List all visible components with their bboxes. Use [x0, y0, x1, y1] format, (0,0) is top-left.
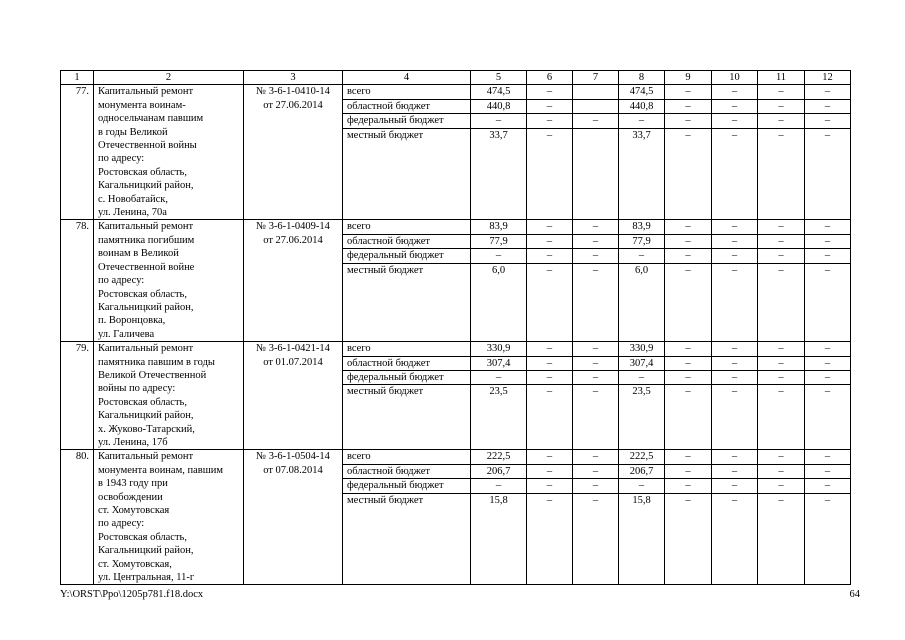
funding-source: всего: [343, 450, 471, 464]
value-cell: –: [805, 385, 851, 450]
object-name-line: Кагальницкий район,: [98, 410, 194, 422]
object-name-line: освобождении: [98, 491, 163, 503]
funding-source: федеральный бюджет: [343, 114, 471, 128]
value-cell: –: [712, 450, 758, 464]
object-name-line: Кагальницкий район,: [98, 301, 194, 313]
value-cell: –: [619, 479, 665, 493]
row-number: 80.: [61, 450, 94, 585]
value-cell: –: [805, 370, 851, 384]
object-name-line: памятника погибшим: [98, 234, 195, 246]
funding-source: местный бюджет: [343, 263, 471, 341]
value-cell: –: [665, 263, 712, 341]
object-name-line: по адресу:: [98, 153, 145, 165]
table-row: [61, 220, 851, 234]
value-cell: 6,0: [619, 263, 665, 341]
value-cell: –: [665, 342, 712, 356]
value-cell: –: [527, 128, 573, 220]
object-name-line: Отечественной войны: [98, 140, 197, 152]
value-cell: –: [527, 99, 573, 113]
value-cell: –: [712, 114, 758, 128]
value-cell: –: [573, 234, 619, 248]
value-cell: –: [712, 220, 758, 234]
value-cell: –: [527, 370, 573, 384]
funding-source: федеральный бюджет: [343, 479, 471, 493]
value-cell: –: [527, 493, 573, 585]
column-number: 11: [758, 71, 805, 85]
value-cell: –: [805, 99, 851, 113]
value-cell: 33,7: [619, 128, 665, 220]
value-cell: 6,0: [471, 263, 527, 341]
row-number: 79.: [61, 342, 94, 450]
object-name-line: Великой Отечественной: [98, 369, 207, 381]
value-cell: 77,9: [619, 234, 665, 248]
value-cell: –: [758, 114, 805, 128]
document-number-line: № 3-6-1-0504-14: [256, 451, 330, 463]
value-cell: –: [712, 356, 758, 370]
value-cell: –: [665, 99, 712, 113]
value-cell: 307,4: [471, 356, 527, 370]
value-cell: –: [573, 385, 619, 450]
value-cell: –: [758, 234, 805, 248]
value-cell: [573, 128, 619, 220]
value-cell: –: [758, 249, 805, 263]
document-number-line: от 27.06.2014: [263, 234, 323, 246]
value-cell: 23,5: [471, 385, 527, 450]
document-number-line: от 27.06.2014: [263, 99, 323, 111]
value-cell: –: [805, 234, 851, 248]
object-name-line: памятника павшим в годы: [98, 356, 215, 368]
value-cell: –: [758, 370, 805, 384]
value-cell: –: [573, 114, 619, 128]
value-cell: –: [471, 114, 527, 128]
value-cell: –: [665, 450, 712, 464]
value-cell: 440,8: [471, 99, 527, 113]
row-number: 78.: [61, 220, 94, 342]
object-name-line: монумента воинам-: [98, 99, 186, 111]
funding-source: местный бюджет: [343, 493, 471, 585]
column-number: 5: [471, 71, 527, 85]
column-number: 3: [244, 71, 343, 85]
funding-source: всего: [343, 342, 471, 356]
value-cell: –: [758, 342, 805, 356]
object-name-line: Отечественной войне: [98, 261, 195, 273]
value-cell: –: [527, 85, 573, 99]
value-cell: –: [712, 479, 758, 493]
document-number: [244, 450, 343, 585]
column-number: 1: [61, 71, 94, 85]
funding-source: федеральный бюджет: [343, 370, 471, 384]
value-cell: –: [805, 249, 851, 263]
value-cell: –: [805, 450, 851, 464]
value-cell: –: [712, 464, 758, 478]
document-number-line: от 01.07.2014: [263, 356, 323, 368]
value-cell: –: [619, 249, 665, 263]
object-name-line: п. Воронцовка,: [98, 315, 166, 327]
document-number: [244, 342, 343, 450]
object-name-line: Капитальный ремонт: [98, 86, 194, 98]
value-cell: –: [573, 493, 619, 585]
value-cell: 222,5: [471, 450, 527, 464]
object-name-line: Ростовская область,: [98, 288, 187, 300]
value-cell: –: [665, 114, 712, 128]
value-cell: –: [665, 370, 712, 384]
value-cell: 330,9: [619, 342, 665, 356]
value-cell: –: [527, 263, 573, 341]
value-cell: –: [712, 234, 758, 248]
document-number: [244, 85, 343, 220]
value-cell: –: [758, 479, 805, 493]
value-cell: –: [471, 370, 527, 384]
value-cell: 83,9: [471, 220, 527, 234]
column-number: 9: [665, 71, 712, 85]
value-cell: –: [527, 464, 573, 478]
value-cell: 83,9: [619, 220, 665, 234]
value-cell: –: [527, 220, 573, 234]
object-name-line: войны по адресу:: [98, 383, 176, 395]
column-number: 2: [94, 71, 244, 85]
file-path: Y:\ORST\Ppo\1205p781.f18.docx: [60, 589, 204, 600]
value-cell: –: [527, 385, 573, 450]
value-cell: –: [805, 356, 851, 370]
value-cell: –: [527, 249, 573, 263]
column-number: 8: [619, 71, 665, 85]
value-cell: –: [758, 263, 805, 341]
value-cell: –: [805, 263, 851, 341]
value-cell: –: [665, 234, 712, 248]
funding-source: федеральный бюджет: [343, 249, 471, 263]
object-name-line: ст. Хомутовская: [98, 505, 170, 516]
column-number: 12: [805, 71, 851, 85]
document-number-line: № 3-6-1-0409-14: [256, 221, 330, 233]
value-cell: –: [665, 493, 712, 585]
value-cell: –: [712, 99, 758, 113]
value-cell: –: [665, 356, 712, 370]
object-name-line: Капитальный ремонт: [98, 343, 194, 355]
object-name-line: с. Новобатайск,: [98, 193, 168, 205]
column-number: 6: [527, 71, 573, 85]
funding-source: всего: [343, 85, 471, 99]
object-name-line: Кагальницкий район,: [98, 545, 194, 557]
value-cell: –: [665, 220, 712, 234]
value-cell: 206,7: [471, 464, 527, 478]
value-cell: –: [573, 342, 619, 356]
value-cell: –: [527, 234, 573, 248]
document-number: [244, 220, 343, 342]
value-cell: –: [573, 450, 619, 464]
object-name-line: Ростовская область,: [98, 396, 187, 408]
column-number-row: [61, 71, 851, 85]
object-name-line: воинам в Великой: [98, 248, 179, 260]
object-name-line: Капитальный ремонт: [98, 451, 194, 463]
value-cell: –: [712, 370, 758, 384]
value-cell: –: [712, 493, 758, 585]
value-cell: –: [758, 356, 805, 370]
value-cell: –: [619, 114, 665, 128]
value-cell: 307,4: [619, 356, 665, 370]
value-cell: 474,5: [619, 85, 665, 99]
object-name: [94, 85, 244, 220]
funding-source: местный бюджет: [343, 128, 471, 220]
value-cell: –: [758, 220, 805, 234]
value-cell: –: [527, 450, 573, 464]
object-name-line: х. Жуково-Татарский,: [98, 423, 195, 435]
object-name-line: ул. Галичева: [98, 328, 155, 340]
funding-source: всего: [343, 220, 471, 234]
funding-source: областной бюджет: [343, 464, 471, 478]
column-number: 4: [343, 71, 471, 85]
value-cell: –: [573, 356, 619, 370]
object-name-line: Ростовская область,: [98, 531, 187, 543]
value-cell: 330,9: [471, 342, 527, 356]
value-cell: 440,8: [619, 99, 665, 113]
object-name: [94, 450, 244, 585]
value-cell: –: [619, 370, 665, 384]
value-cell: –: [712, 128, 758, 220]
value-cell: –: [805, 342, 851, 356]
object-name-line: ул. Центральная, 11-г: [98, 572, 195, 584]
object-name-line: ст. Хомутовская,: [98, 558, 172, 570]
value-cell: –: [527, 479, 573, 493]
document-number-line: № 3-6-1-0421-14: [256, 343, 330, 355]
value-cell: 33,7: [471, 128, 527, 220]
value-cell: –: [712, 263, 758, 341]
page-number: 64: [849, 589, 860, 600]
value-cell: 206,7: [619, 464, 665, 478]
value-cell: –: [665, 385, 712, 450]
value-cell: –: [573, 370, 619, 384]
value-cell: –: [665, 249, 712, 263]
value-cell: –: [758, 464, 805, 478]
value-cell: –: [712, 249, 758, 263]
value-cell: [573, 85, 619, 99]
value-cell: –: [712, 385, 758, 450]
value-cell: –: [573, 220, 619, 234]
document-number-line: № 3-6-1-0410-14: [256, 86, 330, 98]
value-cell: –: [573, 263, 619, 341]
funding-source: областной бюджет: [343, 356, 471, 370]
value-cell: –: [758, 99, 805, 113]
column-number: 10: [712, 71, 758, 85]
value-cell: –: [758, 128, 805, 220]
value-cell: 23,5: [619, 385, 665, 450]
object-name-line: ул. Ленина, 70а: [98, 207, 167, 219]
value-cell: –: [805, 128, 851, 220]
value-cell: 77,9: [471, 234, 527, 248]
value-cell: –: [665, 128, 712, 220]
value-cell: –: [471, 479, 527, 493]
value-cell: –: [805, 464, 851, 478]
value-cell: –: [471, 249, 527, 263]
value-cell: –: [573, 479, 619, 493]
document-number-line: от 07.08.2014: [263, 464, 323, 476]
value-cell: –: [573, 249, 619, 263]
value-cell: –: [665, 479, 712, 493]
object-name-line: в 1943 году при: [98, 478, 168, 490]
value-cell: –: [758, 385, 805, 450]
object-name-line: односельчанам павшим: [98, 113, 204, 125]
object-name-line: по адресу:: [98, 275, 145, 287]
value-cell: [573, 99, 619, 113]
value-cell: –: [527, 114, 573, 128]
object-name-line: Ростовская область,: [98, 166, 187, 178]
value-cell: –: [665, 85, 712, 99]
object-name-line: Капитальный ремонт: [98, 221, 194, 233]
value-cell: –: [527, 342, 573, 356]
value-cell: 15,8: [619, 493, 665, 585]
value-cell: –: [712, 342, 758, 356]
object-name-line: монумента воинам, павшим: [98, 464, 224, 476]
object-name-line: ул. Ленина, 17б: [98, 436, 168, 448]
value-cell: –: [758, 450, 805, 464]
value-cell: –: [758, 85, 805, 99]
value-cell: –: [758, 493, 805, 585]
value-cell: –: [527, 356, 573, 370]
value-cell: –: [805, 479, 851, 493]
object-name: [94, 220, 244, 342]
document-table: [60, 70, 851, 585]
object-name-line: по адресу:: [98, 518, 145, 530]
value-cell: –: [805, 220, 851, 234]
value-cell: –: [665, 464, 712, 478]
object-name: [94, 342, 244, 450]
funding-source: областной бюджет: [343, 99, 471, 113]
table-row: [61, 450, 851, 464]
row-number: 77.: [61, 85, 94, 220]
funding-source: областной бюджет: [343, 234, 471, 248]
funding-source: местный бюджет: [343, 385, 471, 450]
value-cell: –: [573, 464, 619, 478]
table-row: [61, 342, 851, 356]
value-cell: –: [712, 85, 758, 99]
value-cell: –: [805, 493, 851, 585]
table-row: [61, 85, 851, 99]
object-name-line: в годы Великой: [98, 126, 168, 138]
value-cell: 222,5: [619, 450, 665, 464]
object-name-line: Кагальницкий район,: [98, 180, 194, 192]
value-cell: 15,8: [471, 493, 527, 585]
column-number: 7: [573, 71, 619, 85]
value-cell: –: [805, 85, 851, 99]
value-cell: –: [805, 114, 851, 128]
value-cell: 474,5: [471, 85, 527, 99]
